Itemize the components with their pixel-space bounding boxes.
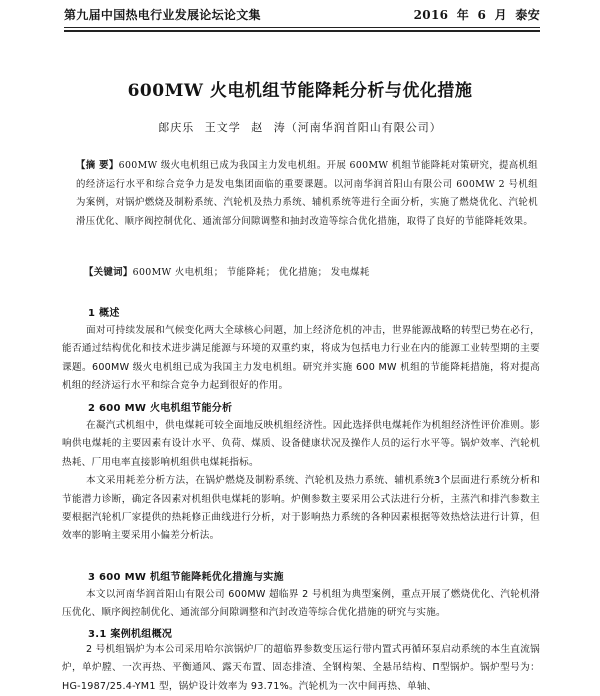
keywords-label: 【关键词】 [84, 267, 133, 278]
section-1-paragraph: 面对可持续发展和气候变化两大全球核心问题，加上经济危机的冲击，世界能源战略的转型已势在必行，能否通过结构优化和技术进步满足能源与环境的双重约束，将成为包括电力行业在内的能源工业转型期的主要课题。600MW 级火电机组已成为我国主力发电机组。研究并实施 600 MW 机组的节能降耗措施，将对提高机组的经济运行水平和综合竞争力起到很好的作用。 [62, 325, 540, 392]
abstract-text: 600MW 级火电机组已成为我国主力发电机组。开展 600MW 机组节能降耗对策研究，提高机组的经济运行水平和综合竞争力是发电集团面临的重要课题。以河南华润首阳山有限公司 600MW 2 号机组为案例，对锅炉燃烧及制粉系统、汽轮机及热力系统、辅机系统等进行全面分析，实施了燃烧优化、汽轮机滑压优化、顺序阀控制优化、通流部分间隙调整和抽封改造等综合优化措施，取得了良好的节能降耗效果。 [76, 160, 539, 227]
running-header [64, 6, 540, 26]
section-1-body [62, 322, 540, 396]
section-3-paragraph: 本文以河南华润首阳山有限公司 600MW 超临界 2 号机组为典型案例，重点开展了燃烧优化、汽轮机滑压优化、顺序阀控制优化、通流部分间隙调整和汽封改造等综合优化措施的研究与实施。 [62, 589, 540, 619]
section-2-body [62, 417, 540, 546]
section-2-paragraph-2: 本文采用耗差分析方法，在锅炉燃烧及制粉系统、汽轮机及热力系统、辅机系统3个层面进行系统分析和节能潜力诊断，确定各因素对机组供电煤耗的影响。炉侧参数主要采用公式法进行分析，主蒸汽和排汽参数主要根据汽轮机厂家提供的热耗修正曲线进行分析，对于影响热力系统的各种因素根据等效热焓法进行计算，但效率的影响主要采用小偏差分析法。 [62, 475, 540, 542]
section-3-heading: 3 600 MW 机组节能降耗优化措施与实施 [88, 572, 284, 583]
paper-title: 600MW 火电机组节能降耗分析与优化措施 [127, 81, 473, 101]
keywords-text: 600MW 火电机组； 节能降耗； 优化措施； 发电煤耗 [132, 267, 370, 278]
paper-authors: 郎庆乐 王文学 赵 涛（河南华润首阳山有限公司） [158, 121, 442, 134]
proceedings-name: 第九届中国热电行业发展论坛论文集 [64, 8, 261, 22]
section-2-heading: 2 600 MW 火电机组节能分析 [88, 403, 233, 414]
abstract [76, 157, 538, 231]
section-3-1-paragraph: 2 号机组锅炉为本公司采用哈尔滨锅炉厂的超临界参数变压运行带内置式再循环泵启动系统的本生直流锅炉，单炉膛、一次再热、平衡通风、露天布置、固态排渣、全钢构架、全悬吊结构、Π型锅炉。锅炉型号为：HG-1987/25.4-YM1 型，锅炉设计效率为 93.71%。汽轮机为一次中间再热、单轴、 [62, 644, 540, 692]
section-1-heading: 1 概述 [88, 308, 120, 319]
section-3-body [62, 586, 540, 623]
section-3-1-body [62, 641, 540, 696]
keywords [84, 264, 538, 282]
abstract-label: 【摘 要】 [76, 160, 119, 171]
section-3-1-heading: 3.1 案例机组概况 [88, 629, 173, 640]
section-2-paragraph-1: 在凝汽式机组中，供电煤耗可较全面地反映机组经济性。因此选择供电煤耗作为机组经济性评价准则。影响供电煤耗的主要因素有设计水平、负荷、煤质、设备健康状况及操作人员的运行水平等。锅炉效率、汽轮机热耗、厂用电率直接影响机组供电煤耗指标。 [62, 420, 540, 468]
header-rule-thin [64, 27, 540, 28]
header-rule-thick [64, 30, 540, 32]
date-place: 2016 年 6 月 泰安 [413, 8, 540, 22]
